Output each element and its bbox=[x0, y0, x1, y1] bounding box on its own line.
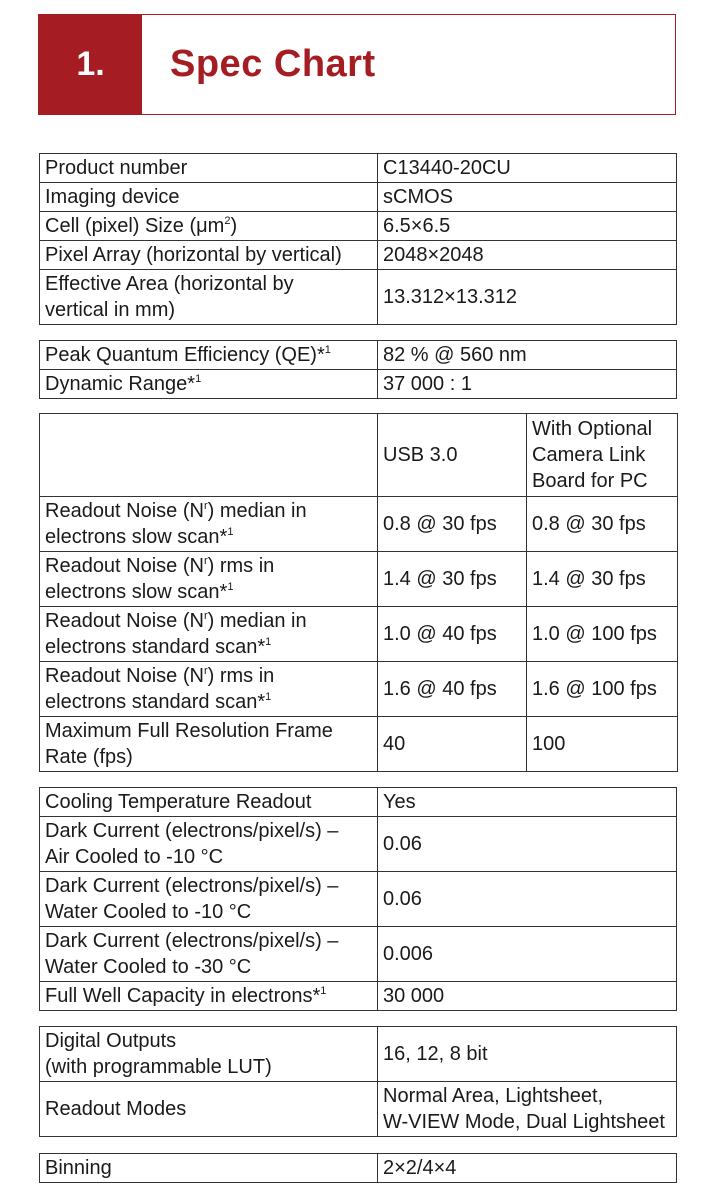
table-row bbox=[40, 607, 678, 662]
table-row bbox=[40, 341, 677, 370]
table-row bbox=[40, 1027, 677, 1082]
row-label: Dark Current (electrons/pixel/s) – Water Cooled to -30 °C bbox=[40, 927, 378, 982]
table-row bbox=[40, 370, 677, 399]
table-row bbox=[40, 927, 677, 982]
row-label: Imaging device bbox=[40, 183, 378, 212]
spec-table-binning bbox=[39, 1153, 677, 1183]
table-row bbox=[40, 1082, 677, 1137]
table-row bbox=[40, 717, 678, 772]
section-number: 1. bbox=[39, 15, 142, 114]
row-value: 82 % @ 560 nm bbox=[378, 341, 677, 370]
row-label: Dark Current (electrons/pixel/s) – Air Cooled to -10 °C bbox=[40, 817, 378, 872]
usb-value: 1.6 @ 40 fps bbox=[378, 662, 527, 717]
row-value: 0.06 bbox=[378, 872, 677, 927]
row-label: Pixel Array (horizontal by vertical) bbox=[40, 241, 378, 270]
row-label: Readout Noise $(N^r)$ rms in electrons standard scan*$^1$ bbox=[40, 662, 378, 717]
camera-link-value: 1.0 @ 100 fps bbox=[527, 607, 678, 662]
usb-value: 1.4 @ 30 fps bbox=[378, 552, 527, 607]
row-value: 6.5×6.5 bbox=[378, 212, 677, 241]
spec-table-readout-noise bbox=[39, 413, 678, 772]
row-label: Binning bbox=[40, 1154, 378, 1183]
table-row bbox=[40, 497, 678, 552]
usb-value: 0.8 @ 30 fps bbox=[378, 497, 527, 552]
row-value: 2048×2048 bbox=[378, 241, 677, 270]
row-label: Readout Noise $(N^r)$ rms in electrons slow scan*$^1$ bbox=[40, 552, 378, 607]
row-value: 13.312×13.312 bbox=[378, 270, 677, 325]
row-label: Dynamic Range*$^1$ bbox=[40, 370, 378, 399]
row-label: Readout Modes bbox=[40, 1082, 378, 1137]
row-value: Yes bbox=[378, 788, 677, 817]
usb-value: 40 bbox=[378, 717, 527, 772]
camera-link-value: 1.4 @ 30 fps bbox=[527, 552, 678, 607]
spec-table-cooling bbox=[39, 787, 677, 1011]
spec-table-qe bbox=[39, 340, 677, 399]
row-label: Peak Quantum Efficiency (QE)*$^1$ bbox=[40, 341, 378, 370]
camera-link-value: 100 bbox=[527, 717, 678, 772]
row-value: sCMOS bbox=[378, 183, 677, 212]
table-row bbox=[40, 270, 677, 325]
usb-value: 1.0 @ 40 fps bbox=[378, 607, 527, 662]
camera-link-value: 0.8 @ 30 fps bbox=[527, 497, 678, 552]
table-row bbox=[40, 212, 677, 241]
row-value: Normal Area, Lightsheet, W-VIEW Mode, Dual Lightsheet bbox=[378, 1082, 677, 1137]
table-row bbox=[40, 552, 678, 607]
table-row bbox=[40, 183, 677, 212]
table-row bbox=[40, 788, 677, 817]
section-header bbox=[38, 14, 676, 115]
table-header-row bbox=[40, 414, 678, 497]
row-label: Full Well Capacity in electrons*$^1$ bbox=[40, 982, 378, 1011]
row-label: Readout Noise $(N^r)$ median in electrons slow scan*$^1$ bbox=[40, 497, 378, 552]
header-empty-cell bbox=[40, 414, 378, 497]
row-value: 37 000 : 1 bbox=[378, 370, 677, 399]
row-label: Dark Current (electrons/pixel/s) – Water Cooled to -10 °C bbox=[40, 872, 378, 927]
table-row bbox=[40, 817, 677, 872]
column-header-usb: USB 3.0 bbox=[378, 414, 527, 497]
section-title: Spec Chart bbox=[170, 43, 376, 85]
table-row bbox=[40, 241, 677, 270]
table-row bbox=[40, 1154, 677, 1183]
row-value: 16, 12, 8 bit bbox=[378, 1027, 677, 1082]
row-label: Readout Noise $(N^r)$ median in electrons standard scan*$^1$ bbox=[40, 607, 378, 662]
row-label: Product number bbox=[40, 154, 378, 183]
table-row bbox=[40, 982, 677, 1011]
table-row bbox=[40, 872, 677, 927]
row-label: Effective Area (horizontal by vertical in mm) bbox=[40, 270, 378, 325]
row-value: 0.06 bbox=[378, 817, 677, 872]
spec-table-sensor bbox=[39, 153, 677, 325]
row-value: 2×2/4×4 bbox=[378, 1154, 677, 1183]
spec-table-outputs bbox=[39, 1026, 677, 1137]
camera-link-value: 1.6 @ 100 fps bbox=[527, 662, 678, 717]
row-label: Digital Outputs (with programmable LUT) bbox=[40, 1027, 378, 1082]
row-value: 0.006 bbox=[378, 927, 677, 982]
row-value: 30 000 bbox=[378, 982, 677, 1011]
row-label: Cell (pixel) Size $(\mu m^2)$ bbox=[40, 212, 378, 241]
row-value: C13440-20CU bbox=[378, 154, 677, 183]
row-label: Maximum Full Resolution Frame Rate (fps) bbox=[40, 717, 378, 772]
column-header-camera-link: With Optional Camera Link Board for PC bbox=[527, 414, 678, 497]
row-label: Cooling Temperature Readout bbox=[40, 788, 378, 817]
table-row bbox=[40, 154, 677, 183]
table-row bbox=[40, 662, 678, 717]
